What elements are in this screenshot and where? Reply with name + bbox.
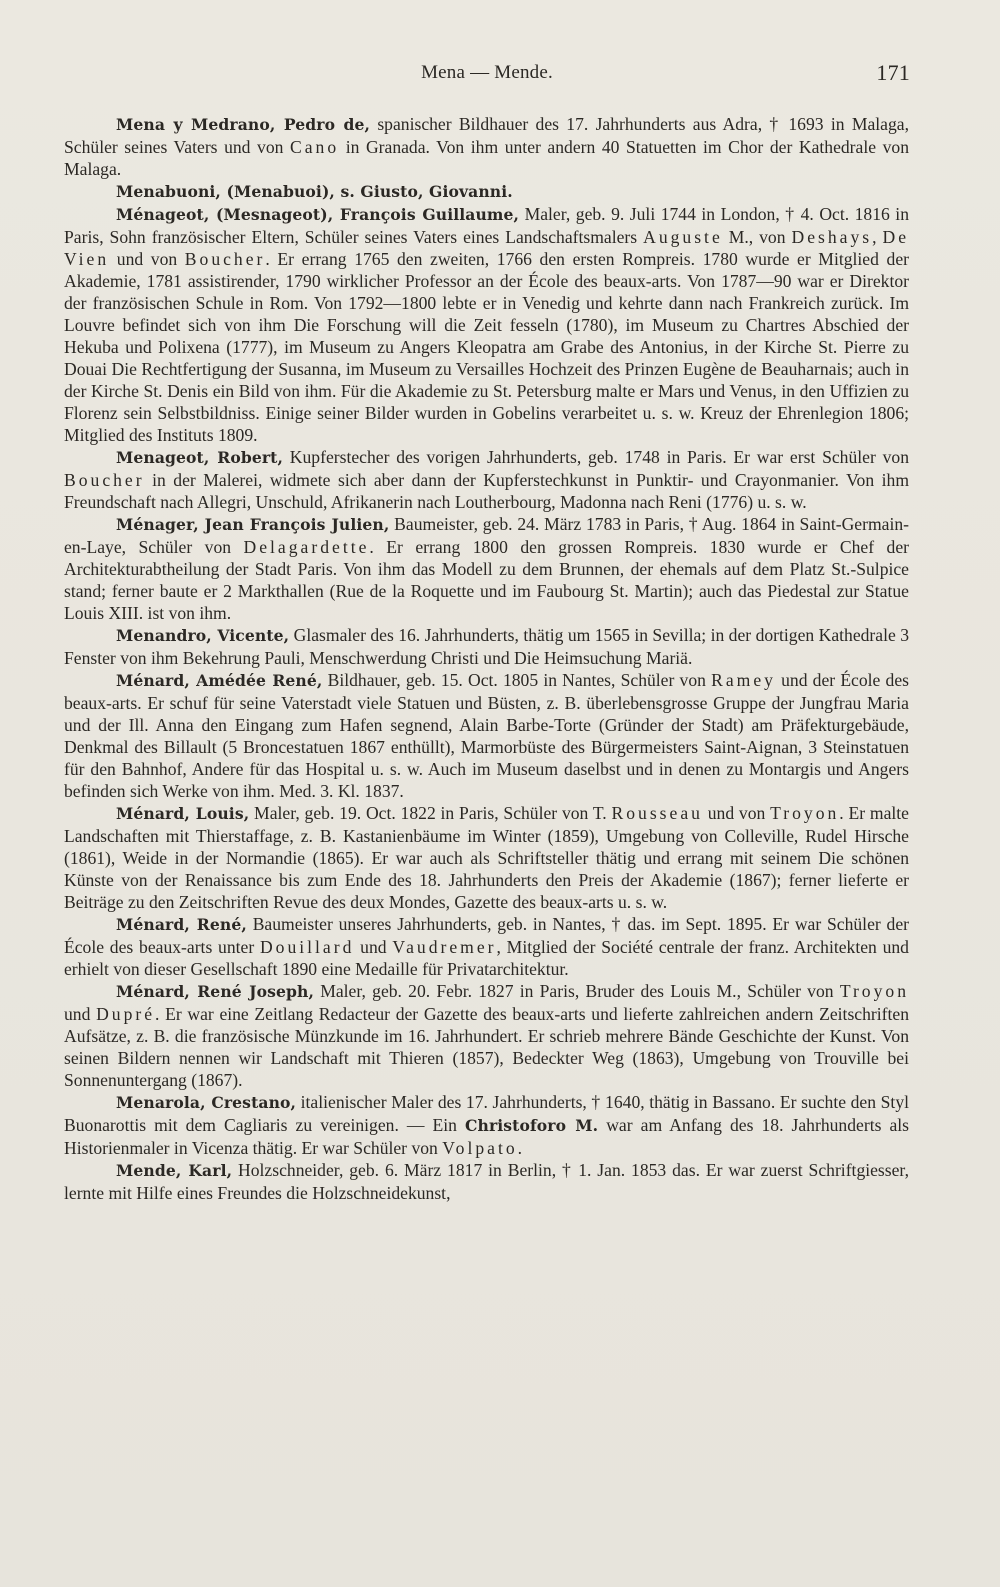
- entry: [64, 180, 909, 203]
- entry: [64, 513, 909, 624]
- entry: [64, 913, 909, 980]
- entry-text: und von: [109, 249, 185, 269]
- spaced-name: Troyon: [839, 981, 909, 1001]
- entry-headword: Ménard, Louis,: [116, 804, 250, 823]
- entry-text: .: [517, 1138, 523, 1158]
- entry-text: . Er errang 1800 den grossen Rompreis. 1830 wurde er Chef der Architekturabtheilung der Stadt Paris. Von ihm das Modell zu dem Brunnen, der ehemals auf dem Platz St.-Sulpice stand; ferner baute er 2 Markthallen (Rue de la Roquette und im Faubourg St. Martin); auch das Piedestal zur Statue Louis XIII. ist von ihm.: [64, 537, 909, 623]
- spaced-name: Vaudremer: [392, 937, 497, 957]
- entry: [64, 802, 909, 913]
- entry-text: Bildhauer, geb. 15. Oct. 1805 in Nantes, Schüler von: [322, 670, 712, 690]
- entry-headword: Mende, Karl,: [116, 1161, 233, 1180]
- entry: [64, 1159, 909, 1204]
- entry: [64, 446, 909, 513]
- entry-text: Maler, geb. 20. Febr. 1827 in Paris, Bruder des Louis M., Schüler von: [313, 981, 840, 1001]
- entry: [64, 1091, 909, 1159]
- entry-text: Holzschneider, geb. 6. März 1817 in Berlin, † 1. Jan. 1853 das. Er war zuerst Schriftgiesser, lernte mit Hilfe eines Freundes die Holzschneidekunst,: [64, 1160, 909, 1203]
- spaced-name: Boucher: [64, 470, 145, 490]
- entry-text: . Er war eine Zeitlang Redacteur der Gazette des beaux-arts und lieferte zahlreichen andern Zeitschriften Aufsätze, z. B. die französische Münzkunde im 16. Jahrhundert. Er schrieb mehrere Bände Geschichte der Kunst. Von seinen Bildern nennen wir Landschaft mit Thieren (1857), Bedeckter Weg (1863), Umgebung von Trouville bei Sonnenuntergang (1867).: [64, 1004, 910, 1090]
- entry: [64, 113, 909, 180]
- entry-text: M., von: [722, 227, 792, 247]
- spaced-name: Cano: [290, 137, 340, 157]
- spaced-name: Douillard: [259, 937, 355, 957]
- dictionary-entries: [64, 113, 909, 1204]
- entry-text: Maler, geb. 19. Oct. 1822 in Paris, Schüler von T.: [249, 803, 612, 823]
- entry-text: in der Malerei, widmete sich aber dann der Kupferstechkunst in Punktir- und Crayonmanier. Von ihm Freundschaft nach Allegri, Unschuld, Afrikanerin nach Loutherbourg, Madonna nach Reni (1776) u. s. w.: [64, 470, 909, 512]
- entry-text: spanischer Bildhauer des 17. Jahrhunderts aus Adra, † 1693 in Malaga, Schüler seines Vaters und von: [64, 114, 909, 157]
- entry-text: Baumeister, geb. 24. März 1783 in Paris, † Aug. 1864 in Saint-Germain-en-Laye, Schüler von: [64, 514, 909, 557]
- spaced-name: De Vien: [64, 227, 910, 269]
- entry-headword: Menageot, Robert,: [116, 448, 284, 467]
- entry-text: . Er malte Landschaften mit Thierstaffage, z. B. Kastanienbäume im Winter (1859), Umgebung von Colleville, Rudel Hirsche (1861), Weide in der Normandie (1865). Er war auch als Schriftsteller thätig und errang mit seinem Die schönen Künste von der Renaissance bis zum Ende des 18. Jahrhunderts den Preis der Akademie (1867); ferner lieferte er Beiträge zu den Zeitschriften Revue des deux Mondes, Gazette des beaux-arts u. s. w.: [64, 803, 909, 912]
- entry-headword: Menarola, Crestano,: [116, 1093, 297, 1112]
- entry-text: und der École des beaux-arts. Er schuf für seine Vaterstadt viele Statuen und Büsten, z. B. überlebensgrosse Gruppe der Jungfrau Maria und der Ill. Anna den Eingang zum Hafen segnend, Alain Barbe-Torte (Gründer der Stadt) am Präfekturgebäude, Denkmal des Billault (5 Broncestatuen 1867 enthüllt), Marmorbüste des Bürgermeisters Saint-Aignan, 3 Steinstatuen für den Bahnhof, Andere für das Hospital u. s. w. Auch im Museum daselbst und in denen zu Montargis und Angers befinden sich Werke von ihm. Med. 3. Kl. 1837.: [64, 670, 909, 801]
- entry-text: Glasmaler des 16. Jahrhunderts, thätig um 1565 in Sevilla; in der dortigen Kathedrale 3 Fenster von ihm Bekehrung Pauli, Menschwerdung Christi und Die Heimsuchung Mariä.: [64, 625, 909, 668]
- page-number: 171: [876, 60, 910, 85]
- entry-headword: Ménageot, (Mesnageot), François Guillaume,: [116, 205, 520, 224]
- entry-text: . Er errang 1765 den zweiten, 1766 den ersten Rompreis. 1780 wurde er Mitglied der Akademie, 1781 assistirender, 1790 wirklicher Professor an der École des beaux-arts. Von 1787—90 war er Direktor der französischen Schule in Rom. Von 1792—1800 lebte er in Venedig und kehrte dann nach Frankreich zurück. Im Louvre befindet sich von ihm Die Forschung will die Zeit fesseln (1780), im Museum zu Chartres Abschied der Hekuba und Polixena (1777), im Museum zu Angers Kleopatra am Grabe des Antonius, in der Kirche St. Pierre zu Douai Die Rechtfertigung der Susanna, im Museum zu Versailles Hochzeit des Prinzen Eugène de Beauharnais; auch in der Kirche St. Denis ein Bild von ihm. Für die Akademie zu St. Petersburg malte er Mars und Venus, in den Uffizien zu Florenz sein Selbstbildniss. Einige seiner Bilder wurden in Gobelins verarbeitet u. s. w. Kreuz der Ehrenlegion 1806; Mitglied des Instituts 1809.: [64, 249, 909, 445]
- entry-headword: Menandro, Vicente,: [116, 626, 290, 645]
- spaced-name: Delagardette: [243, 537, 370, 557]
- entry: [64, 980, 909, 1091]
- spaced-name: Auguste: [643, 227, 723, 247]
- spaced-name: Dupré: [96, 1004, 156, 1024]
- running-title: Mena — Mende.: [421, 62, 553, 83]
- entry-text: italienischer Maler des 17. Jahrhunderts, † 1640, thätig in Bassano. Er suchte den Styl Buonarottis mit dem Cagliaris zu vereinigen. — Ein: [64, 1092, 910, 1135]
- bold-name: Christoforo M.: [465, 1116, 599, 1135]
- entry-headword: Ménard, René Joseph,: [116, 982, 314, 1001]
- entry-text: , Mitglied der Société centrale der franz. Architekten und erhielt von dieser Gesellschaft 1890 eine Medaille für Privatarchitektur.: [64, 937, 909, 979]
- spaced-name: Rousseau: [611, 803, 703, 823]
- entry: [64, 203, 909, 446]
- entry-text: und: [64, 1004, 97, 1024]
- spaced-name: Deshays: [791, 227, 873, 247]
- entry-headword: Ménager, Jean François Julien,: [116, 515, 390, 534]
- entry-text: Maler, geb. 9. Juli 1744 in London, † 4. Oct. 1816 in Paris, Sohn französischer Eltern, Schüler seines Vaters eines Landschaftsmalers: [64, 204, 909, 247]
- running-header: [64, 60, 910, 90]
- entry-headword: Mena y Medrano, Pedro de,: [116, 115, 371, 134]
- entry: [64, 669, 909, 802]
- entry-text: ,: [872, 227, 883, 247]
- entry-text: und: [354, 937, 393, 957]
- entry: [64, 624, 909, 669]
- entry-text: Kupferstecher des vorigen Jahrhunderts, geb. 1748 in Paris. Er war erst Schüler von: [283, 447, 909, 467]
- entry-text: in Granada. Von ihm unter andern 40 Statuetten im Chor der Kathedrale von Malaga.: [64, 137, 909, 179]
- entry-text: Baumeister unseres Jahrhunderts, geb. in Nantes, † das. im Sept. 1895. Er war Schüler der École des beaux-arts unter: [64, 914, 910, 957]
- entry-text: war am Anfang des 18. Jahrhunderts als Historienmaler in Vicenza thätig. Er war Schüler von: [64, 1115, 910, 1158]
- spaced-name: Ramey: [711, 670, 776, 690]
- entry-headword: Ménard, René,: [116, 915, 247, 934]
- entry-text: und von: [702, 803, 771, 823]
- entry-headword: Menabuoni, (Menabuoi), s. Giusto, Giovanni.: [116, 182, 513, 201]
- spaced-name: Troyon: [770, 803, 840, 823]
- spaced-name: Boucher: [184, 249, 266, 269]
- entry-headword: Ménard, Amédée René,: [116, 671, 323, 690]
- spaced-name: Volpato: [442, 1138, 518, 1158]
